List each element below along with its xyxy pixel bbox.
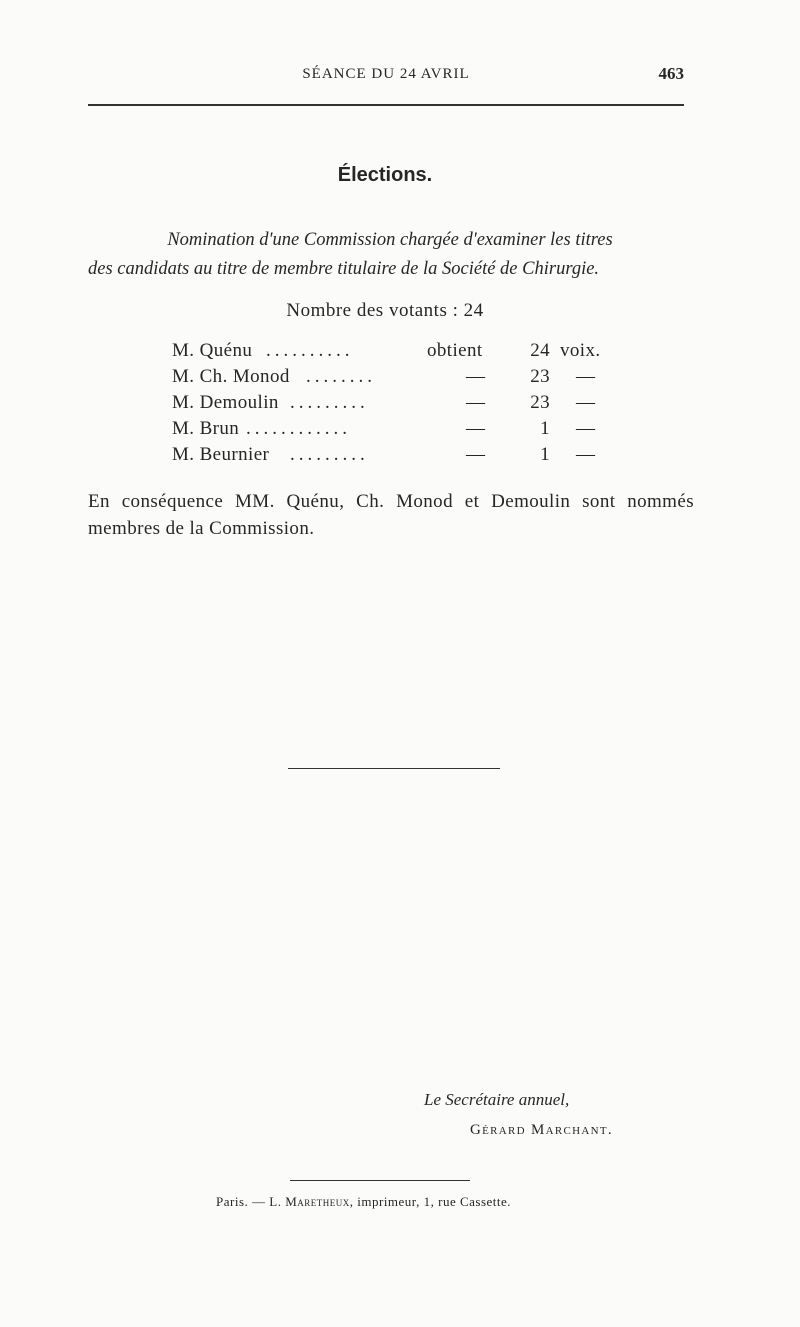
- vote-row: [172, 366, 612, 392]
- vote-count: 23: [530, 366, 550, 387]
- vote-row: [172, 444, 612, 470]
- vote-unit: voix.: [560, 340, 601, 361]
- vote-verb: obtient: [427, 340, 483, 361]
- vote-unit: —: [576, 418, 596, 439]
- vote-unit: —: [576, 444, 596, 465]
- imprint-printer: Maretheux: [285, 1194, 350, 1209]
- vote-row: [172, 340, 612, 366]
- header-rule: [88, 104, 684, 106]
- running-title: SÉANCE DU 24 AVRIL: [302, 66, 470, 82]
- intro-line-2: des candidats au titre de membre titulaire de la Société de Chirurgie.: [88, 259, 600, 279]
- imprint-prefix: Paris. — L.: [216, 1194, 282, 1209]
- page-number: 463: [658, 64, 684, 83]
- vote-unit: —: [576, 392, 596, 413]
- candidate-name: M. Brun: [172, 418, 240, 439]
- section-title: Élections.: [337, 164, 433, 186]
- leader-dots: ............: [246, 418, 351, 439]
- leader-dots: .........: [290, 444, 369, 465]
- leader-dots: ........: [306, 366, 376, 387]
- intro-line-1: Nomination d'une Commission chargée d'examiner les titres: [167, 230, 613, 250]
- vote-count: 24: [530, 340, 550, 361]
- candidate-name: M. Beurnier: [172, 444, 270, 465]
- vote-verb: —: [466, 444, 486, 465]
- vote-verb: —: [466, 392, 486, 413]
- section-divider: [288, 768, 500, 769]
- vote-verb: —: [466, 418, 486, 439]
- candidate-name: M. Ch. Monod: [172, 366, 290, 387]
- vote-count: 1: [540, 444, 550, 465]
- signatory-role: Le Secrétaire annuel,: [424, 1090, 570, 1109]
- vote-unit: —: [576, 366, 596, 387]
- vote-results-table: [172, 340, 612, 470]
- signatory-name: Gérard Marchant.: [470, 1122, 613, 1138]
- leader-dots: ..........: [266, 340, 354, 361]
- running-head: [88, 66, 684, 90]
- imprint-divider: [290, 1180, 470, 1181]
- vote-verb: —: [466, 366, 486, 387]
- candidate-name: M. Demoulin: [172, 392, 279, 413]
- printer-imprint: [216, 1194, 511, 1210]
- vote-count: 1: [540, 418, 550, 439]
- candidate-name: M. Quénu: [172, 340, 253, 361]
- voter-count: Nombre des votants : 24: [286, 300, 484, 321]
- vote-count: 23: [530, 392, 550, 413]
- conclusion-paragraph: En conséquence MM. Quénu, Ch. Monod et Demoulin sont nommés membres de la Commission.: [88, 491, 694, 539]
- intro-paragraph: [88, 226, 692, 284]
- vote-row: [172, 418, 612, 444]
- imprint-suffix: , imprimeur, 1, rue Cassette.: [349, 1194, 512, 1209]
- leader-dots: .........: [290, 392, 369, 413]
- vote-row: [172, 392, 612, 418]
